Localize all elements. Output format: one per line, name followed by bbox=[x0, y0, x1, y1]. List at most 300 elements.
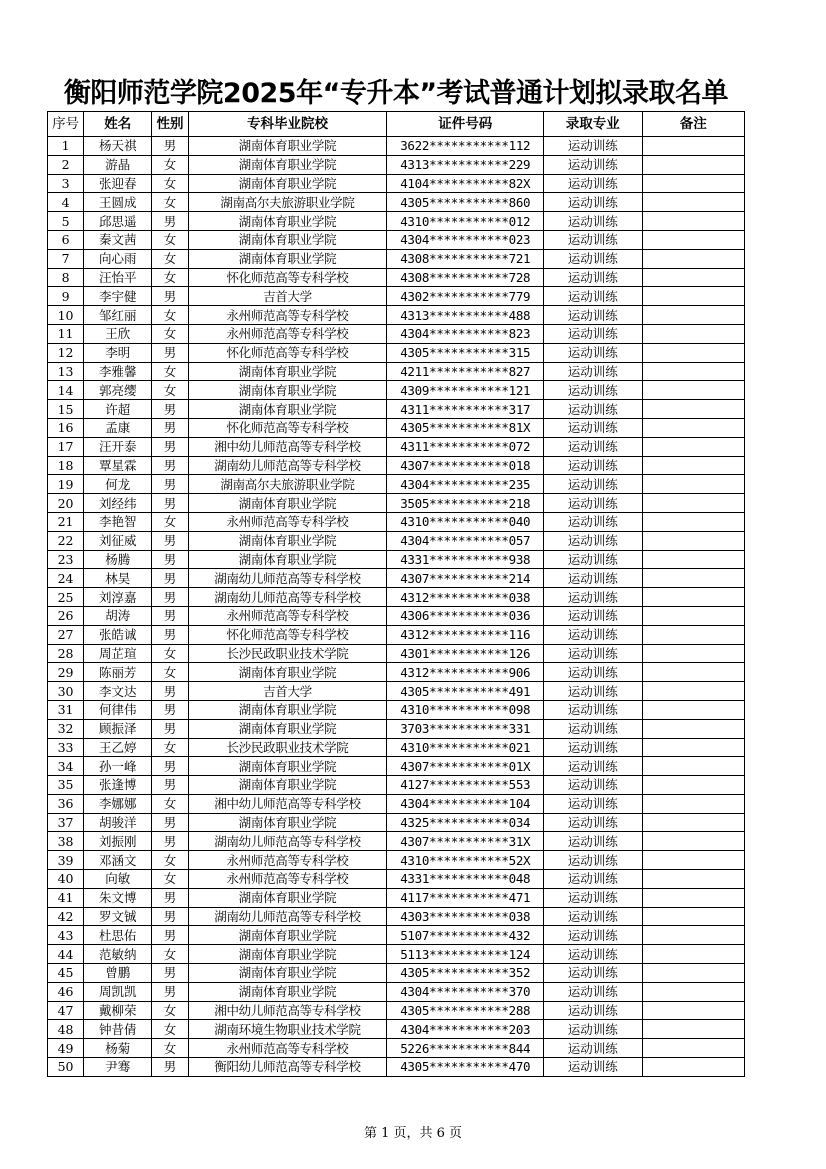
cell-name: 范敏纳 bbox=[84, 945, 152, 964]
cell-remark bbox=[642, 964, 745, 983]
cell-name: 钟昔倩 bbox=[84, 1020, 152, 1039]
table-row bbox=[48, 137, 745, 156]
cell-remark bbox=[642, 400, 745, 419]
cell-name: 杜思佑 bbox=[84, 926, 152, 945]
cell-major: 运动训练 bbox=[544, 155, 642, 174]
cell-id: 4331***********938 bbox=[387, 550, 544, 569]
cell-major: 运动训练 bbox=[544, 137, 642, 156]
cell-name: 胡涛 bbox=[84, 606, 152, 625]
cell-remark bbox=[642, 606, 745, 625]
cell-gender: 男 bbox=[152, 475, 188, 494]
table-row bbox=[48, 512, 745, 531]
cell-school: 湘中幼儿师范高等专科学校 bbox=[188, 1001, 387, 1020]
header-major: 录取专业 bbox=[544, 112, 642, 137]
cell-school: 湖南体育职业学院 bbox=[188, 813, 387, 832]
table-row bbox=[48, 776, 745, 795]
cell-id: 4303***********038 bbox=[387, 907, 544, 926]
cell-remark bbox=[642, 268, 745, 287]
cell-major: 运动训练 bbox=[544, 456, 642, 475]
cell-remark bbox=[642, 437, 745, 456]
cell-gender: 男 bbox=[152, 813, 188, 832]
cell-school: 湖南体育职业学院 bbox=[188, 155, 387, 174]
table-row bbox=[48, 907, 745, 926]
cell-gender: 男 bbox=[152, 982, 188, 1001]
page-footer: 第 1 页，共 6 页 bbox=[363, 1126, 463, 1141]
cell-name: 朱文博 bbox=[84, 888, 152, 907]
cell-id: 3622***********112 bbox=[387, 137, 544, 156]
cell-remark bbox=[642, 306, 745, 325]
cell-id: 4127***********553 bbox=[387, 776, 544, 795]
table-row bbox=[48, 418, 745, 437]
cell-remark bbox=[642, 625, 745, 644]
cell-remark bbox=[642, 851, 745, 870]
cell-gender: 男 bbox=[152, 343, 188, 362]
cell-id: 4312***********906 bbox=[387, 663, 544, 682]
table-row bbox=[48, 456, 745, 475]
cell-major: 运动训练 bbox=[544, 437, 642, 456]
cell-remark bbox=[642, 644, 745, 663]
cell-id: 5107***********432 bbox=[387, 926, 544, 945]
cell-major: 运动训练 bbox=[544, 851, 642, 870]
table-row bbox=[48, 343, 745, 362]
cell-name: 陈丽芳 bbox=[84, 663, 152, 682]
cell-id: 4306***********036 bbox=[387, 606, 544, 625]
cell-gender: 男 bbox=[152, 606, 188, 625]
table-row bbox=[48, 1020, 745, 1039]
table-row bbox=[48, 437, 745, 456]
cell-major: 运动训练 bbox=[544, 569, 642, 588]
table-row bbox=[48, 588, 745, 607]
table-row bbox=[48, 550, 745, 569]
table-row bbox=[48, 719, 745, 738]
cell-gender: 男 bbox=[152, 287, 188, 306]
cell-remark bbox=[642, 738, 745, 757]
cell-id: 4304***********203 bbox=[387, 1020, 544, 1039]
table-row bbox=[48, 606, 745, 625]
cell-id: 4310***********52X bbox=[387, 851, 544, 870]
cell-school: 湖南体育职业学院 bbox=[188, 212, 387, 231]
cell-id: 5113***********124 bbox=[387, 945, 544, 964]
table-row bbox=[48, 700, 745, 719]
cell-name: 王乙婷 bbox=[84, 738, 152, 757]
cell-school: 湖南体育职业学院 bbox=[188, 776, 387, 795]
cell-id: 4305***********470 bbox=[387, 1058, 544, 1077]
cell-major: 运动训练 bbox=[544, 926, 642, 945]
cell-school: 永州师范高等专科学校 bbox=[188, 851, 387, 870]
cell-remark bbox=[642, 494, 745, 513]
table-row bbox=[48, 926, 745, 945]
cell-major: 运动训练 bbox=[544, 964, 642, 983]
cell-remark bbox=[642, 475, 745, 494]
table-row bbox=[48, 888, 745, 907]
cell-gender: 女 bbox=[152, 249, 188, 268]
cell-remark bbox=[642, 832, 745, 851]
cell-no: 46 bbox=[48, 982, 84, 1001]
cell-name: 顾振泽 bbox=[84, 719, 152, 738]
cell-major: 运动训练 bbox=[544, 550, 642, 569]
cell-id: 4305***********288 bbox=[387, 1001, 544, 1020]
cell-school: 湖南体育职业学院 bbox=[188, 531, 387, 550]
cell-name: 刘征威 bbox=[84, 531, 152, 550]
cell-id: 4302***********779 bbox=[387, 287, 544, 306]
cell-gender: 男 bbox=[152, 625, 188, 644]
cell-id: 4310***********021 bbox=[387, 738, 544, 757]
cell-school: 怀化师范高等专科学校 bbox=[188, 343, 387, 362]
cell-school: 永州师范高等专科学校 bbox=[188, 606, 387, 625]
cell-no: 36 bbox=[48, 794, 84, 813]
cell-gender: 女 bbox=[152, 945, 188, 964]
cell-remark bbox=[642, 588, 745, 607]
header-id: 证件号码 bbox=[387, 112, 544, 137]
cell-id: 4304***********023 bbox=[387, 230, 544, 249]
cell-gender: 女 bbox=[152, 324, 188, 343]
table-row bbox=[48, 531, 745, 550]
cell-id: 4309***********121 bbox=[387, 381, 544, 400]
cell-gender: 男 bbox=[152, 888, 188, 907]
cell-major: 运动训练 bbox=[544, 306, 642, 325]
cell-school: 湖南体育职业学院 bbox=[188, 964, 387, 983]
cell-remark bbox=[642, 324, 745, 343]
cell-no: 33 bbox=[48, 738, 84, 757]
cell-major: 运动训练 bbox=[544, 268, 642, 287]
cell-no: 21 bbox=[48, 512, 84, 531]
table-row bbox=[48, 738, 745, 757]
cell-id: 4311***********317 bbox=[387, 400, 544, 419]
cell-gender: 男 bbox=[152, 776, 188, 795]
cell-gender: 男 bbox=[152, 719, 188, 738]
cell-major: 运动训练 bbox=[544, 1058, 642, 1077]
cell-no: 23 bbox=[48, 550, 84, 569]
cell-no: 50 bbox=[48, 1058, 84, 1077]
cell-id: 4305***********352 bbox=[387, 964, 544, 983]
cell-gender: 女 bbox=[152, 738, 188, 757]
cell-gender: 女 bbox=[152, 155, 188, 174]
cell-gender: 男 bbox=[152, 550, 188, 569]
cell-no: 17 bbox=[48, 437, 84, 456]
cell-id: 4304***********823 bbox=[387, 324, 544, 343]
cell-gender: 男 bbox=[152, 1058, 188, 1077]
cell-major: 运动训练 bbox=[544, 230, 642, 249]
cell-name: 向心雨 bbox=[84, 249, 152, 268]
cell-gender: 男 bbox=[152, 456, 188, 475]
cell-major: 运动训练 bbox=[544, 794, 642, 813]
cell-remark bbox=[642, 287, 745, 306]
cell-no: 11 bbox=[48, 324, 84, 343]
cell-major: 运动训练 bbox=[544, 212, 642, 231]
cell-major: 运动训练 bbox=[544, 738, 642, 757]
table-row bbox=[48, 945, 745, 964]
cell-gender: 男 bbox=[152, 531, 188, 550]
cell-gender: 女 bbox=[152, 174, 188, 193]
cell-name: 林昊 bbox=[84, 569, 152, 588]
cell-no: 43 bbox=[48, 926, 84, 945]
cell-id: 3505***********218 bbox=[387, 494, 544, 513]
cell-school: 湘中幼儿师范高等专科学校 bbox=[188, 437, 387, 456]
cell-no: 49 bbox=[48, 1039, 84, 1058]
table-row bbox=[48, 644, 745, 663]
cell-remark bbox=[642, 569, 745, 588]
cell-id: 4304***********235 bbox=[387, 475, 544, 494]
cell-major: 运动训练 bbox=[544, 588, 642, 607]
table-row bbox=[48, 851, 745, 870]
table-row bbox=[48, 1039, 745, 1058]
cell-major: 运动训练 bbox=[544, 663, 642, 682]
cell-school: 湖南环境生物职业技术学院 bbox=[188, 1020, 387, 1039]
cell-no: 9 bbox=[48, 287, 84, 306]
cell-id: 4331***********048 bbox=[387, 870, 544, 889]
cell-name: 李文达 bbox=[84, 682, 152, 701]
cell-remark bbox=[642, 888, 745, 907]
cell-school: 湖南体育职业学院 bbox=[188, 174, 387, 193]
table-body bbox=[48, 137, 745, 1077]
cell-no: 41 bbox=[48, 888, 84, 907]
cell-remark bbox=[642, 982, 745, 1001]
cell-remark bbox=[642, 362, 745, 381]
cell-major: 运动训练 bbox=[544, 625, 642, 644]
cell-major: 运动训练 bbox=[544, 494, 642, 513]
cell-no: 44 bbox=[48, 945, 84, 964]
cell-name: 罗文铖 bbox=[84, 907, 152, 926]
cell-gender: 女 bbox=[152, 794, 188, 813]
cell-id: 5226***********844 bbox=[387, 1039, 544, 1058]
header-no: 序号 bbox=[48, 112, 84, 137]
cell-remark bbox=[642, 155, 745, 174]
cell-no: 42 bbox=[48, 907, 84, 926]
cell-remark bbox=[642, 1058, 745, 1077]
cell-id: 4304***********370 bbox=[387, 982, 544, 1001]
cell-id: 4305***********491 bbox=[387, 682, 544, 701]
cell-name: 郭亮缨 bbox=[84, 381, 152, 400]
cell-no: 47 bbox=[48, 1001, 84, 1020]
cell-school: 湖南体育职业学院 bbox=[188, 945, 387, 964]
cell-gender: 男 bbox=[152, 832, 188, 851]
cell-remark bbox=[642, 230, 745, 249]
cell-name: 杨腾 bbox=[84, 550, 152, 569]
cell-id: 3703***********331 bbox=[387, 719, 544, 738]
cell-school: 湖南体育职业学院 bbox=[188, 926, 387, 945]
cell-no: 45 bbox=[48, 964, 84, 983]
cell-gender: 女 bbox=[152, 663, 188, 682]
cell-gender: 男 bbox=[152, 418, 188, 437]
cell-name: 胡骏洋 bbox=[84, 813, 152, 832]
cell-name: 刘经纬 bbox=[84, 494, 152, 513]
cell-major: 运动训练 bbox=[544, 381, 642, 400]
cell-gender: 女 bbox=[152, 306, 188, 325]
cell-no: 30 bbox=[48, 682, 84, 701]
cell-major: 运动训练 bbox=[544, 945, 642, 964]
cell-gender: 女 bbox=[152, 230, 188, 249]
cell-remark bbox=[642, 682, 745, 701]
cell-gender: 女 bbox=[152, 268, 188, 287]
cell-name: 曾鹏 bbox=[84, 964, 152, 983]
cell-major: 运动训练 bbox=[544, 400, 642, 419]
cell-gender: 男 bbox=[152, 137, 188, 156]
cell-school: 吉首大学 bbox=[188, 682, 387, 701]
cell-major: 运动训练 bbox=[544, 907, 642, 926]
cell-major: 运动训练 bbox=[544, 512, 642, 531]
cell-major: 运动训练 bbox=[544, 644, 642, 663]
cell-no: 2 bbox=[48, 155, 84, 174]
cell-school: 湖南体育职业学院 bbox=[188, 381, 387, 400]
cell-major: 运动训练 bbox=[544, 1020, 642, 1039]
cell-school: 怀化师范高等专科学校 bbox=[188, 268, 387, 287]
cell-no: 14 bbox=[48, 381, 84, 400]
cell-no: 24 bbox=[48, 569, 84, 588]
table-row bbox=[48, 870, 745, 889]
cell-remark bbox=[642, 512, 745, 531]
cell-id: 4305***********81X bbox=[387, 418, 544, 437]
cell-school: 湖南幼儿师范高等专科学校 bbox=[188, 907, 387, 926]
table-row bbox=[48, 174, 745, 193]
table-row bbox=[48, 625, 745, 644]
cell-school: 湖南体育职业学院 bbox=[188, 230, 387, 249]
table-header-row bbox=[48, 112, 745, 137]
table-row bbox=[48, 794, 745, 813]
cell-id: 4311***********072 bbox=[387, 437, 544, 456]
cell-school: 湖南高尔夫旅游职业学院 bbox=[188, 193, 387, 212]
cell-school: 永州师范高等专科学校 bbox=[188, 324, 387, 343]
cell-name: 张逢博 bbox=[84, 776, 152, 795]
cell-remark bbox=[642, 700, 745, 719]
cell-name: 覃星霖 bbox=[84, 456, 152, 475]
cell-name: 尹骞 bbox=[84, 1058, 152, 1077]
cell-gender: 男 bbox=[152, 964, 188, 983]
cell-name: 邱思遥 bbox=[84, 212, 152, 231]
table-row bbox=[48, 287, 745, 306]
cell-major: 运动训练 bbox=[544, 418, 642, 437]
cell-id: 4308***********728 bbox=[387, 268, 544, 287]
table-row bbox=[48, 982, 745, 1001]
cell-school: 湖南体育职业学院 bbox=[188, 982, 387, 1001]
page-title: 衡阳师范学院2025年“专升本”考试普通计划拟录取名单 bbox=[63, 78, 729, 109]
cell-id: 4307***********01X bbox=[387, 757, 544, 776]
cell-name: 邓涵文 bbox=[84, 851, 152, 870]
cell-name: 李雅馨 bbox=[84, 362, 152, 381]
cell-school: 湖南体育职业学院 bbox=[188, 663, 387, 682]
cell-school: 湖南体育职业学院 bbox=[188, 719, 387, 738]
cell-gender: 男 bbox=[152, 569, 188, 588]
cell-id: 4211***********827 bbox=[387, 362, 544, 381]
table-row bbox=[48, 475, 745, 494]
table-row bbox=[48, 1001, 745, 1020]
cell-id: 4313***********488 bbox=[387, 306, 544, 325]
cell-gender: 女 bbox=[152, 1001, 188, 1020]
cell-gender: 男 bbox=[152, 907, 188, 926]
cell-no: 4 bbox=[48, 193, 84, 212]
cell-major: 运动训练 bbox=[544, 606, 642, 625]
table-row bbox=[48, 494, 745, 513]
table-row bbox=[48, 1058, 745, 1077]
cell-school: 湖南体育职业学院 bbox=[188, 137, 387, 156]
cell-school: 湖南幼儿师范高等专科学校 bbox=[188, 456, 387, 475]
header-remark: 备注 bbox=[642, 112, 745, 137]
cell-no: 8 bbox=[48, 268, 84, 287]
cell-major: 运动训练 bbox=[544, 682, 642, 701]
cell-school: 湖南体育职业学院 bbox=[188, 757, 387, 776]
cell-remark bbox=[642, 418, 745, 437]
cell-name: 秦文茜 bbox=[84, 230, 152, 249]
cell-no: 25 bbox=[48, 588, 84, 607]
cell-school: 湖南体育职业学院 bbox=[188, 362, 387, 381]
cell-school: 永州师范高等专科学校 bbox=[188, 1039, 387, 1058]
cell-id: 4307***********31X bbox=[387, 832, 544, 851]
cell-major: 运动训练 bbox=[544, 324, 642, 343]
cell-name: 何律伟 bbox=[84, 700, 152, 719]
cell-remark bbox=[642, 137, 745, 156]
cell-remark bbox=[642, 870, 745, 889]
cell-major: 运动训练 bbox=[544, 888, 642, 907]
cell-gender: 女 bbox=[152, 362, 188, 381]
table-row bbox=[48, 569, 745, 588]
cell-id: 4307***********214 bbox=[387, 569, 544, 588]
cell-name: 邹红丽 bbox=[84, 306, 152, 325]
cell-major: 运动训练 bbox=[544, 870, 642, 889]
cell-remark bbox=[642, 1001, 745, 1020]
cell-school: 怀化师范高等专科学校 bbox=[188, 418, 387, 437]
cell-remark bbox=[642, 193, 745, 212]
cell-id: 4304***********057 bbox=[387, 531, 544, 550]
cell-name: 李明 bbox=[84, 343, 152, 362]
cell-name: 刘振刚 bbox=[84, 832, 152, 851]
table-row bbox=[48, 230, 745, 249]
table-row bbox=[48, 964, 745, 983]
cell-remark bbox=[642, 531, 745, 550]
cell-major: 运动训练 bbox=[544, 776, 642, 795]
cell-name: 向敏 bbox=[84, 870, 152, 889]
cell-gender: 女 bbox=[152, 193, 188, 212]
cell-id: 4305***********860 bbox=[387, 193, 544, 212]
cell-id: 4305***********315 bbox=[387, 343, 544, 362]
cell-name: 刘淳嘉 bbox=[84, 588, 152, 607]
cell-id: 4325***********034 bbox=[387, 813, 544, 832]
cell-remark bbox=[642, 550, 745, 569]
cell-id: 4104***********82X bbox=[387, 174, 544, 193]
cell-no: 37 bbox=[48, 813, 84, 832]
cell-no: 10 bbox=[48, 306, 84, 325]
cell-remark bbox=[642, 212, 745, 231]
cell-school: 湖南体育职业学院 bbox=[188, 400, 387, 419]
cell-school: 湖南体育职业学院 bbox=[188, 888, 387, 907]
cell-gender: 女 bbox=[152, 381, 188, 400]
cell-school: 湖南体育职业学院 bbox=[188, 550, 387, 569]
table-row bbox=[48, 381, 745, 400]
cell-gender: 男 bbox=[152, 682, 188, 701]
cell-no: 5 bbox=[48, 212, 84, 231]
cell-school: 湖南幼儿师范高等专科学校 bbox=[188, 588, 387, 607]
table-row bbox=[48, 324, 745, 343]
cell-name: 许超 bbox=[84, 400, 152, 419]
cell-remark bbox=[642, 381, 745, 400]
cell-major: 运动训练 bbox=[544, 982, 642, 1001]
cell-major: 运动训练 bbox=[544, 475, 642, 494]
cell-no: 27 bbox=[48, 625, 84, 644]
cell-remark bbox=[642, 1020, 745, 1039]
table-row bbox=[48, 155, 745, 174]
header-gender: 性别 bbox=[152, 112, 188, 137]
cell-id: 4304***********104 bbox=[387, 794, 544, 813]
cell-name: 汪怡平 bbox=[84, 268, 152, 287]
cell-no: 22 bbox=[48, 531, 84, 550]
cell-remark bbox=[642, 794, 745, 813]
cell-school: 衡阳幼儿师范高等专科学校 bbox=[188, 1058, 387, 1077]
cell-name: 周芷瑄 bbox=[84, 644, 152, 663]
cell-name: 游晶 bbox=[84, 155, 152, 174]
cell-major: 运动训练 bbox=[544, 249, 642, 268]
cell-major: 运动训练 bbox=[544, 362, 642, 381]
table-row bbox=[48, 400, 745, 419]
table-row bbox=[48, 757, 745, 776]
cell-no: 39 bbox=[48, 851, 84, 870]
